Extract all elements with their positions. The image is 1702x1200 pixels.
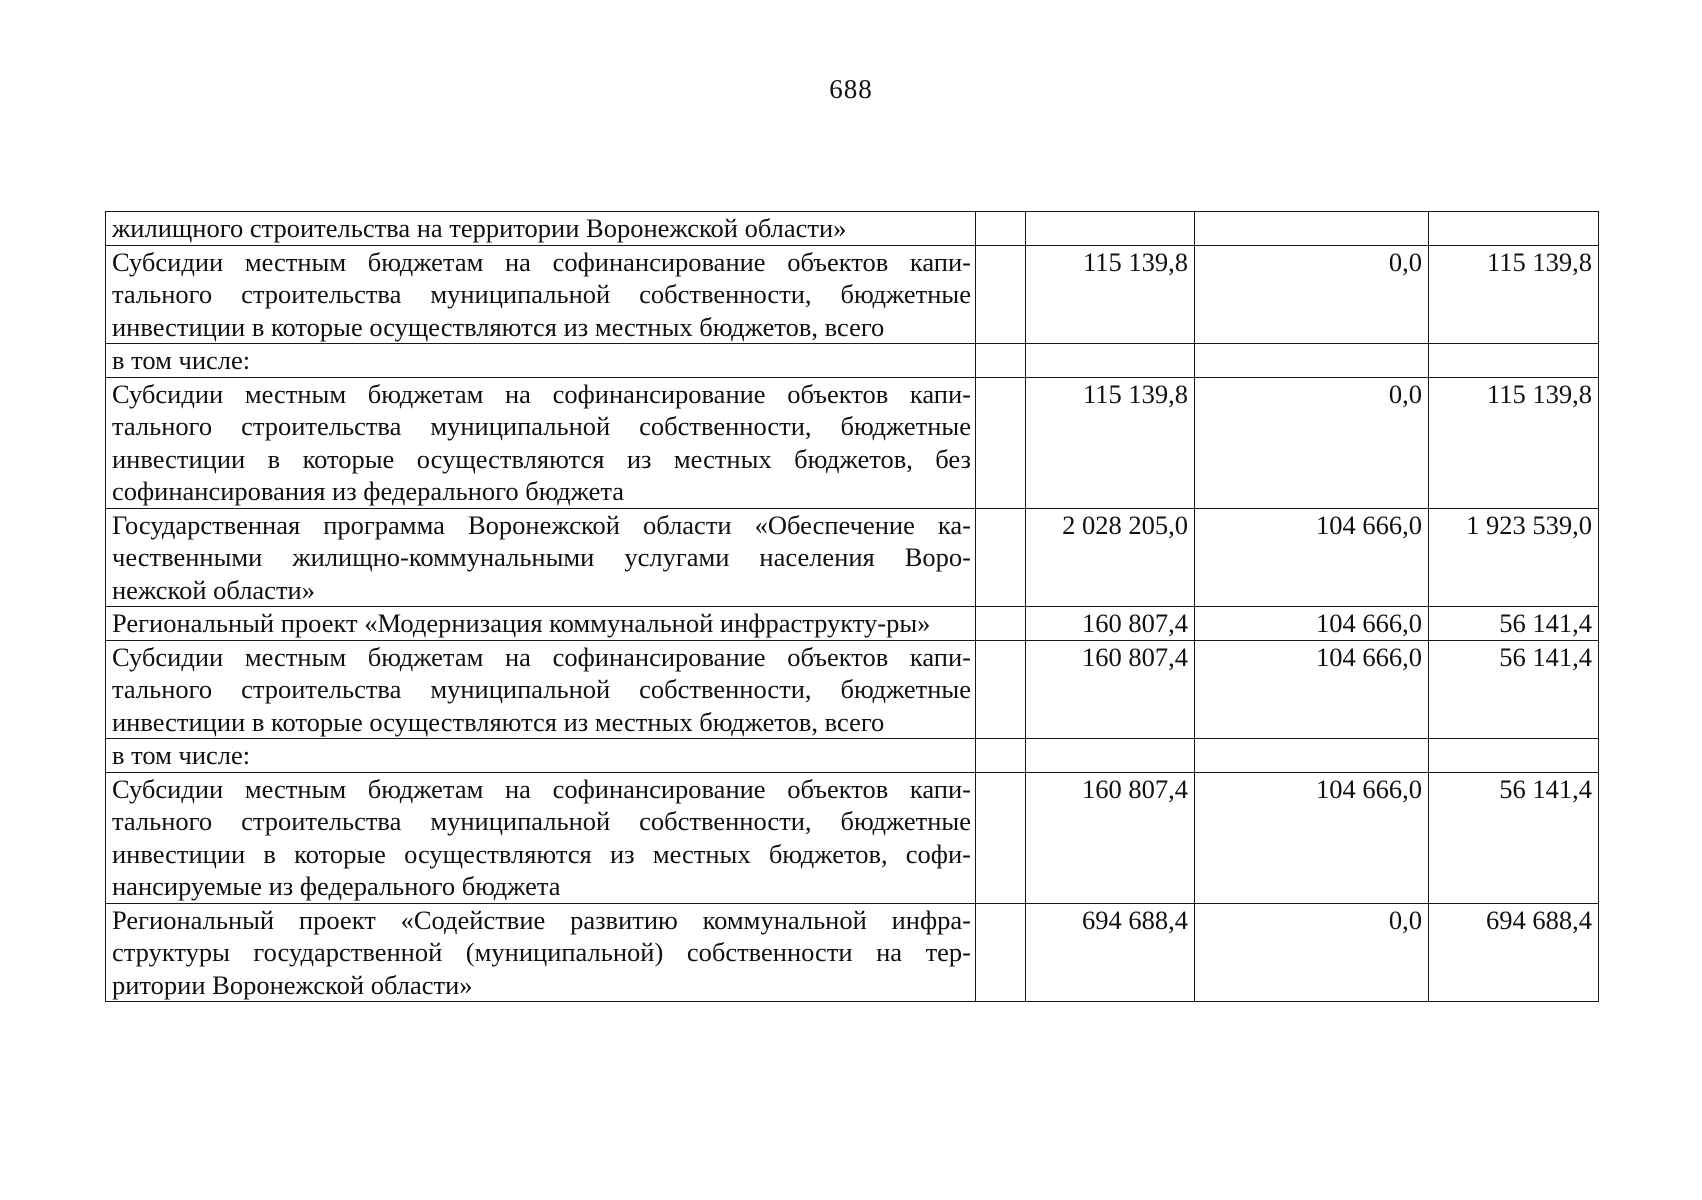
table-row [106, 903, 1599, 1002]
row-code [976, 739, 1026, 773]
row-federal: 0,0 [1195, 903, 1429, 1002]
row-regional: 115 139,8 [1429, 245, 1599, 344]
table-row [106, 772, 1599, 903]
row-federal: 104 666,0 [1195, 508, 1429, 607]
table-row [106, 212, 1599, 246]
row-description: Субсидии местным бюджетам на софинансирование объектов капи-тального строительства муниципальной собственности, бюджетные инвестиции в которые осуществляются из местных бюджетов, всего [106, 640, 976, 739]
row-code [976, 772, 1026, 903]
row-regional: 56 141,4 [1429, 640, 1599, 739]
table-row [106, 640, 1599, 739]
row-description: Региональный проект «Содействие развитию коммунальной инфра-структуры государственной (муниципальной) собственности на тер-ритории Воронежской области» [106, 903, 976, 1002]
row-regional [1429, 212, 1599, 246]
row-federal: 104 666,0 [1195, 772, 1429, 903]
row-total: 115 139,8 [1026, 377, 1195, 508]
table-row [106, 344, 1599, 378]
row-description: в том числе: [106, 344, 976, 378]
row-federal: 104 666,0 [1195, 607, 1429, 641]
row-federal: 104 666,0 [1195, 640, 1429, 739]
row-total: 115 139,8 [1026, 245, 1195, 344]
row-regional: 694 688,4 [1429, 903, 1599, 1002]
row-federal [1195, 212, 1429, 246]
row-total: 160 807,4 [1026, 607, 1195, 641]
row-code [976, 212, 1026, 246]
table-row [106, 739, 1599, 773]
row-regional: 1 923 539,0 [1429, 508, 1599, 607]
row-total: 160 807,4 [1026, 640, 1195, 739]
row-description: Субсидии местным бюджетам на софинансирование объектов капи-тального строительства муниципальной собственности, бюджетные инвестиции в которые осуществляются из местных бюджетов, без софинансирования из федерального бюджета [106, 377, 976, 508]
row-federal: 0,0 [1195, 245, 1429, 344]
row-code [976, 903, 1026, 1002]
row-description: Субсидии местным бюджетам на софинансирование объектов капи-тального строительства муниципальной собственности, бюджетные инвестиции в которые осуществляются из местных бюджетов, всего [106, 245, 976, 344]
row-regional [1429, 739, 1599, 773]
row-description: жилищного строительства на территории Воронежской области» [106, 212, 976, 246]
row-code [976, 377, 1026, 508]
row-description: Субсидии местным бюджетам на софинансирование объектов капи-тального строительства муниципальной собственности, бюджетные инвестиции в которые осуществляются из местных бюджетов, софи-нансируемые из федерального бюджета [106, 772, 976, 903]
row-description: Региональный проект «Модернизация коммунальной инфраструкту-ры» [106, 607, 976, 641]
row-regional: 115 139,8 [1429, 377, 1599, 508]
row-total: 2 028 205,0 [1026, 508, 1195, 607]
row-code [976, 344, 1026, 378]
row-total [1026, 212, 1195, 246]
row-total: 694 688,4 [1026, 903, 1195, 1002]
row-federal [1195, 344, 1429, 378]
budget-table [105, 211, 1599, 1002]
table-row [106, 377, 1599, 508]
table-row [106, 508, 1599, 607]
row-regional: 56 141,4 [1429, 772, 1599, 903]
row-regional: 56 141,4 [1429, 607, 1599, 641]
row-regional [1429, 344, 1599, 378]
row-description: в том числе: [106, 739, 976, 773]
table-row [106, 607, 1599, 641]
row-code [976, 245, 1026, 344]
row-code [976, 640, 1026, 739]
row-total [1026, 344, 1195, 378]
row-federal [1195, 739, 1429, 773]
table-row [106, 245, 1599, 344]
row-federal: 0,0 [1195, 377, 1429, 508]
page-number: 688 [829, 74, 873, 104]
row-code [976, 508, 1026, 607]
row-total: 160 807,4 [1026, 772, 1195, 903]
row-total [1026, 739, 1195, 773]
row-description: Государственная программа Воронежской области «Обеспечение ка-чественными жилищно-коммунальными услугами населения Воро-нежской области» [106, 508, 976, 607]
row-code [976, 607, 1026, 641]
